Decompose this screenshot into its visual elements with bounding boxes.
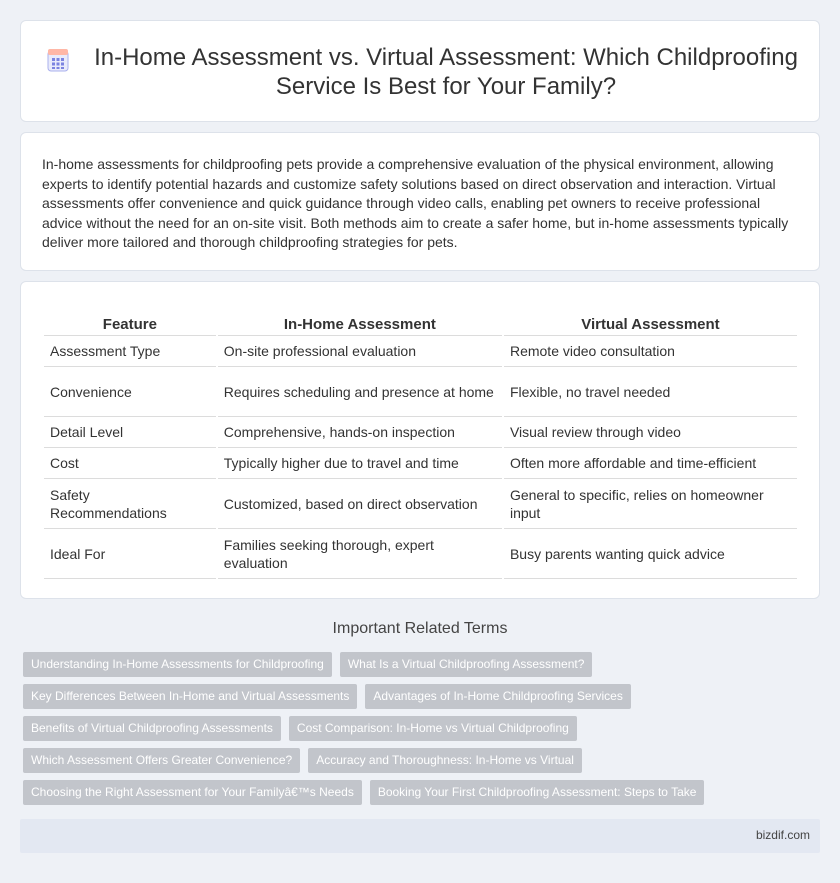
footer-site-name[interactable]: bizdif.com	[755, 828, 810, 842]
table-cell: Remote video consultation	[504, 336, 797, 367]
header-feature: Feature	[44, 314, 216, 336]
table-cell: Often more affordable and time-efficient	[504, 448, 797, 479]
tag-row	[23, 780, 803, 805]
table-cell: Visual review through video	[504, 417, 797, 448]
table-header-row	[44, 314, 797, 336]
table-cell: On-site professional evaluation	[218, 336, 502, 367]
table-row	[44, 417, 797, 448]
table-cell: Busy parents wanting quick advice	[504, 529, 797, 579]
related-term-link[interactable]: Choosing the Right Assessment for Your Familyâ€™s Needs	[23, 780, 362, 805]
table-cell: Customized, based on direct observation	[218, 479, 502, 529]
tag-row	[23, 684, 803, 709]
table-cell: Safety Recommendations	[44, 479, 216, 529]
related-term-link[interactable]: Booking Your First Childproofing Assessment: Steps to Take	[370, 780, 705, 805]
tag-row	[23, 748, 803, 773]
table-cell: Convenience	[44, 367, 216, 417]
related-term-link[interactable]: Key Differences Between In-Home and Virtual Assessments	[23, 684, 357, 709]
footer	[20, 819, 820, 853]
table-cell: Requires scheduling and presence at home	[218, 367, 502, 417]
table-cell: Ideal For	[44, 529, 216, 579]
table-icon	[47, 48, 69, 72]
header-in-home: In-Home Assessment	[218, 314, 502, 336]
related-term-link[interactable]: Which Assessment Offers Greater Convenience?	[23, 748, 300, 773]
related-terms-title: Important Related Terms	[332, 620, 508, 637]
table-cell: Flexible, no travel needed	[504, 367, 797, 417]
header-virtual: Virtual Assessment	[504, 314, 797, 336]
table-row	[44, 336, 797, 367]
page-title: In-Home Assessment vs. Virtual Assessment: Which Childproofing Service Is Best for Your Family?	[94, 44, 798, 100]
tag-row	[23, 716, 803, 741]
related-term-link[interactable]: Benefits of Virtual Childproofing Assessments	[23, 716, 281, 741]
intro-paragraph: In-home assessments for childproofing pets provide a comprehensive evaluation of the physical environment, allowing experts to identify potential hazards and customize safety solutions based on direct observation and interaction. Virtual assessments offer convenience and quick guidance through video calls, enabling pet owners to receive professional advice without the need for an on-site visit. Both methods aim to create a safer home, but in-home assessments typically deliver more tailored and thorough childproofing strategies for pets.	[42, 156, 789, 251]
table-row	[44, 529, 797, 579]
related-term-link[interactable]: Accuracy and Thoroughness: In-Home vs Virtual	[308, 748, 582, 773]
table-row	[44, 367, 797, 417]
related-term-link[interactable]: What Is a Virtual Childproofing Assessment?	[340, 652, 593, 677]
table-row	[44, 479, 797, 529]
related-terms-list	[23, 652, 803, 812]
title-card	[20, 20, 820, 122]
related-term-link[interactable]: Understanding In-Home Assessments for Childproofing	[23, 652, 332, 677]
comparison-card	[20, 281, 820, 599]
table-cell: Comprehensive, hands-on inspection	[218, 417, 502, 448]
comparison-table	[42, 314, 799, 579]
table-cell: General to specific, relies on homeowner input	[504, 479, 797, 529]
table-cell: Families seeking thorough, expert evaluation	[218, 529, 502, 579]
related-term-link[interactable]: Advantages of In-Home Childproofing Services	[365, 684, 630, 709]
related-term-link[interactable]: Cost Comparison: In-Home vs Virtual Childproofing	[289, 716, 577, 741]
tag-row	[23, 652, 803, 677]
table-row	[44, 448, 797, 479]
table-cell: Typically higher due to travel and time	[218, 448, 502, 479]
table-cell: Detail Level	[44, 417, 216, 448]
table-cell: Assessment Type	[44, 336, 216, 367]
intro-card	[20, 132, 820, 271]
table-cell: Cost	[44, 448, 216, 479]
